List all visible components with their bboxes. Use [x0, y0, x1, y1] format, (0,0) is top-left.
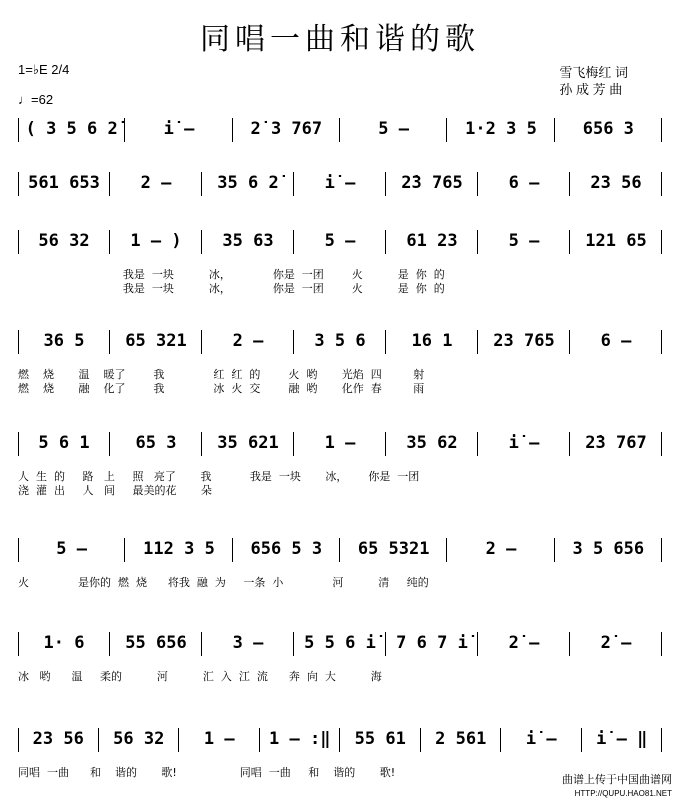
measure: 3 5 6 — [314, 331, 366, 351]
measure: 3 – — [232, 633, 264, 653]
measure: 1· 6 — [43, 633, 85, 653]
key-signature — [18, 62, 69, 78]
measure: 6 – — [508, 173, 540, 193]
measure: 55 656 — [125, 633, 187, 653]
measure: 23 56 — [590, 173, 642, 193]
site-footer — [562, 774, 672, 800]
measure: i̇ – — [508, 433, 540, 453]
key-label: 1=♭E — [18, 62, 48, 77]
lyric-line: 燃 烧 温 暖了 我 红 红 的 火 哟 光焰 四 射 — [18, 368, 425, 381]
staff-row — [0, 228, 680, 295]
measure: 5 6 1 — [38, 433, 90, 453]
measure: 35 62 — [406, 433, 458, 453]
barline — [661, 230, 662, 254]
measure: 2̇ 3 767 — [250, 119, 323, 139]
notes-line — [18, 170, 662, 196]
measure: 2 – — [232, 331, 264, 351]
tempo-marking: ♩=62 — [18, 92, 54, 107]
lyric-line: 人 生 的 路 上 照 亮了 我 我是 一块 冰， 你是 一团 — [18, 470, 420, 483]
notes-line — [18, 430, 662, 456]
footer-text: 曲谱上传于中国曲谱网 — [562, 774, 672, 786]
measure: 5 5 6 i̇ — [304, 633, 376, 653]
measure: ( 3 5 6 2̇ — [25, 119, 118, 139]
barline — [661, 432, 662, 456]
barline — [661, 172, 662, 196]
time-signature: 2/4 — [51, 62, 70, 77]
lyricist-credit: 雪飞梅红 词 — [559, 65, 628, 80]
measure: 656 3 — [582, 119, 634, 139]
staff-row — [0, 328, 680, 395]
measure: 2̇ – — [600, 633, 632, 653]
measure: 2 – — [485, 539, 517, 559]
measure: 55 61 — [354, 729, 406, 749]
lyric-line: 燃 烧 融 化了 我 冰 火 交 融 哟 化作 春 雨 — [18, 382, 425, 395]
lyric-line: 冰 哟 温 柔的 河 汇 入 江 流 奔 向 大 海 — [18, 670, 382, 683]
measure: i̇ – — [163, 119, 195, 139]
measure: 2̇3 765 — [401, 173, 463, 193]
staff-row — [0, 536, 680, 596]
measure: 65 3 — [135, 433, 177, 453]
credits — [559, 64, 628, 98]
measure: 16 1 — [411, 331, 453, 351]
measure: 56 32 — [38, 231, 90, 251]
measure: 65 5321 — [357, 539, 430, 559]
measure: i̇ – ‖ — [596, 729, 648, 749]
notes-line — [18, 630, 662, 656]
measure: 5 – — [508, 231, 540, 251]
measure: 1 – ) — [130, 231, 182, 251]
measure: 35 621 — [217, 433, 279, 453]
measure: 23 765 — [493, 331, 555, 351]
footer-url: HTTP://QUPU.HAO81.NET — [574, 789, 672, 798]
measure: 1·2 3 5 — [465, 119, 537, 139]
measure: 7 6 7 i̇ — [396, 633, 468, 653]
notes-line — [18, 536, 662, 562]
measure: 5 – — [378, 119, 410, 139]
composer-credit: 孙 成 芳 曲 — [559, 82, 623, 97]
lyric-line: 火 是你的 燃 烧 将我 融 为 一条 小 河 清 纯的 — [18, 576, 429, 589]
measure: 112 3 5 — [143, 539, 215, 559]
staff-row — [0, 430, 680, 497]
measure: i̇ – — [324, 173, 356, 193]
lyric-line: 我是 一块 冰， 你是 一团 火 是 你 的 — [18, 282, 445, 295]
staff-row — [0, 170, 680, 230]
measure: 56 32 — [113, 729, 165, 749]
measure: 65 321 — [125, 331, 187, 351]
measure: 5 – — [324, 231, 356, 251]
measure: i̇ – — [525, 729, 557, 749]
staff-row — [0, 116, 680, 176]
measure: 5 – — [56, 539, 88, 559]
measure: 561 653 — [28, 173, 100, 193]
measure: 35 6 2̇ — [217, 173, 279, 193]
measure: 23 56 — [32, 729, 84, 749]
measure: 1 – :‖ — [269, 729, 331, 749]
barline — [661, 728, 662, 752]
measure: 2 – — [140, 173, 172, 193]
measure: 3 5 656 — [572, 539, 645, 559]
measure: 2 561 — [435, 729, 487, 749]
measure: 1 – — [203, 729, 235, 749]
lyric-line: 同唱 一曲 和 谐的 歌! 同唱 一曲 和 谐的 歌! — [18, 766, 396, 779]
measure: 121 65 — [585, 231, 647, 251]
measure: 656 5 3 — [250, 539, 323, 559]
barline — [661, 118, 662, 142]
measure: 1 – — [324, 433, 356, 453]
barline — [661, 538, 662, 562]
notes-line — [18, 328, 662, 354]
measure: 36 5 — [43, 331, 85, 351]
barline — [661, 632, 662, 656]
measure: 2̇ – — [508, 633, 540, 653]
measure: 35 63 — [222, 231, 274, 251]
notes-line — [18, 116, 662, 142]
notes-line — [18, 228, 662, 254]
measure: 61 23 — [406, 231, 458, 251]
score-title: 同唱一曲和谐的歌 — [200, 22, 480, 57]
measure: 2̇3 767 — [585, 433, 647, 453]
measure: 6 – — [600, 331, 632, 351]
lyric-line: 我是 一块 冰， 你是 一团 火 是 你 的 — [18, 268, 445, 281]
lyric-line: 浇 灌 出 人 间 最美的花 朵 — [18, 484, 212, 497]
barline — [661, 330, 662, 354]
staff-row — [0, 630, 680, 690]
notes-line — [18, 726, 662, 752]
